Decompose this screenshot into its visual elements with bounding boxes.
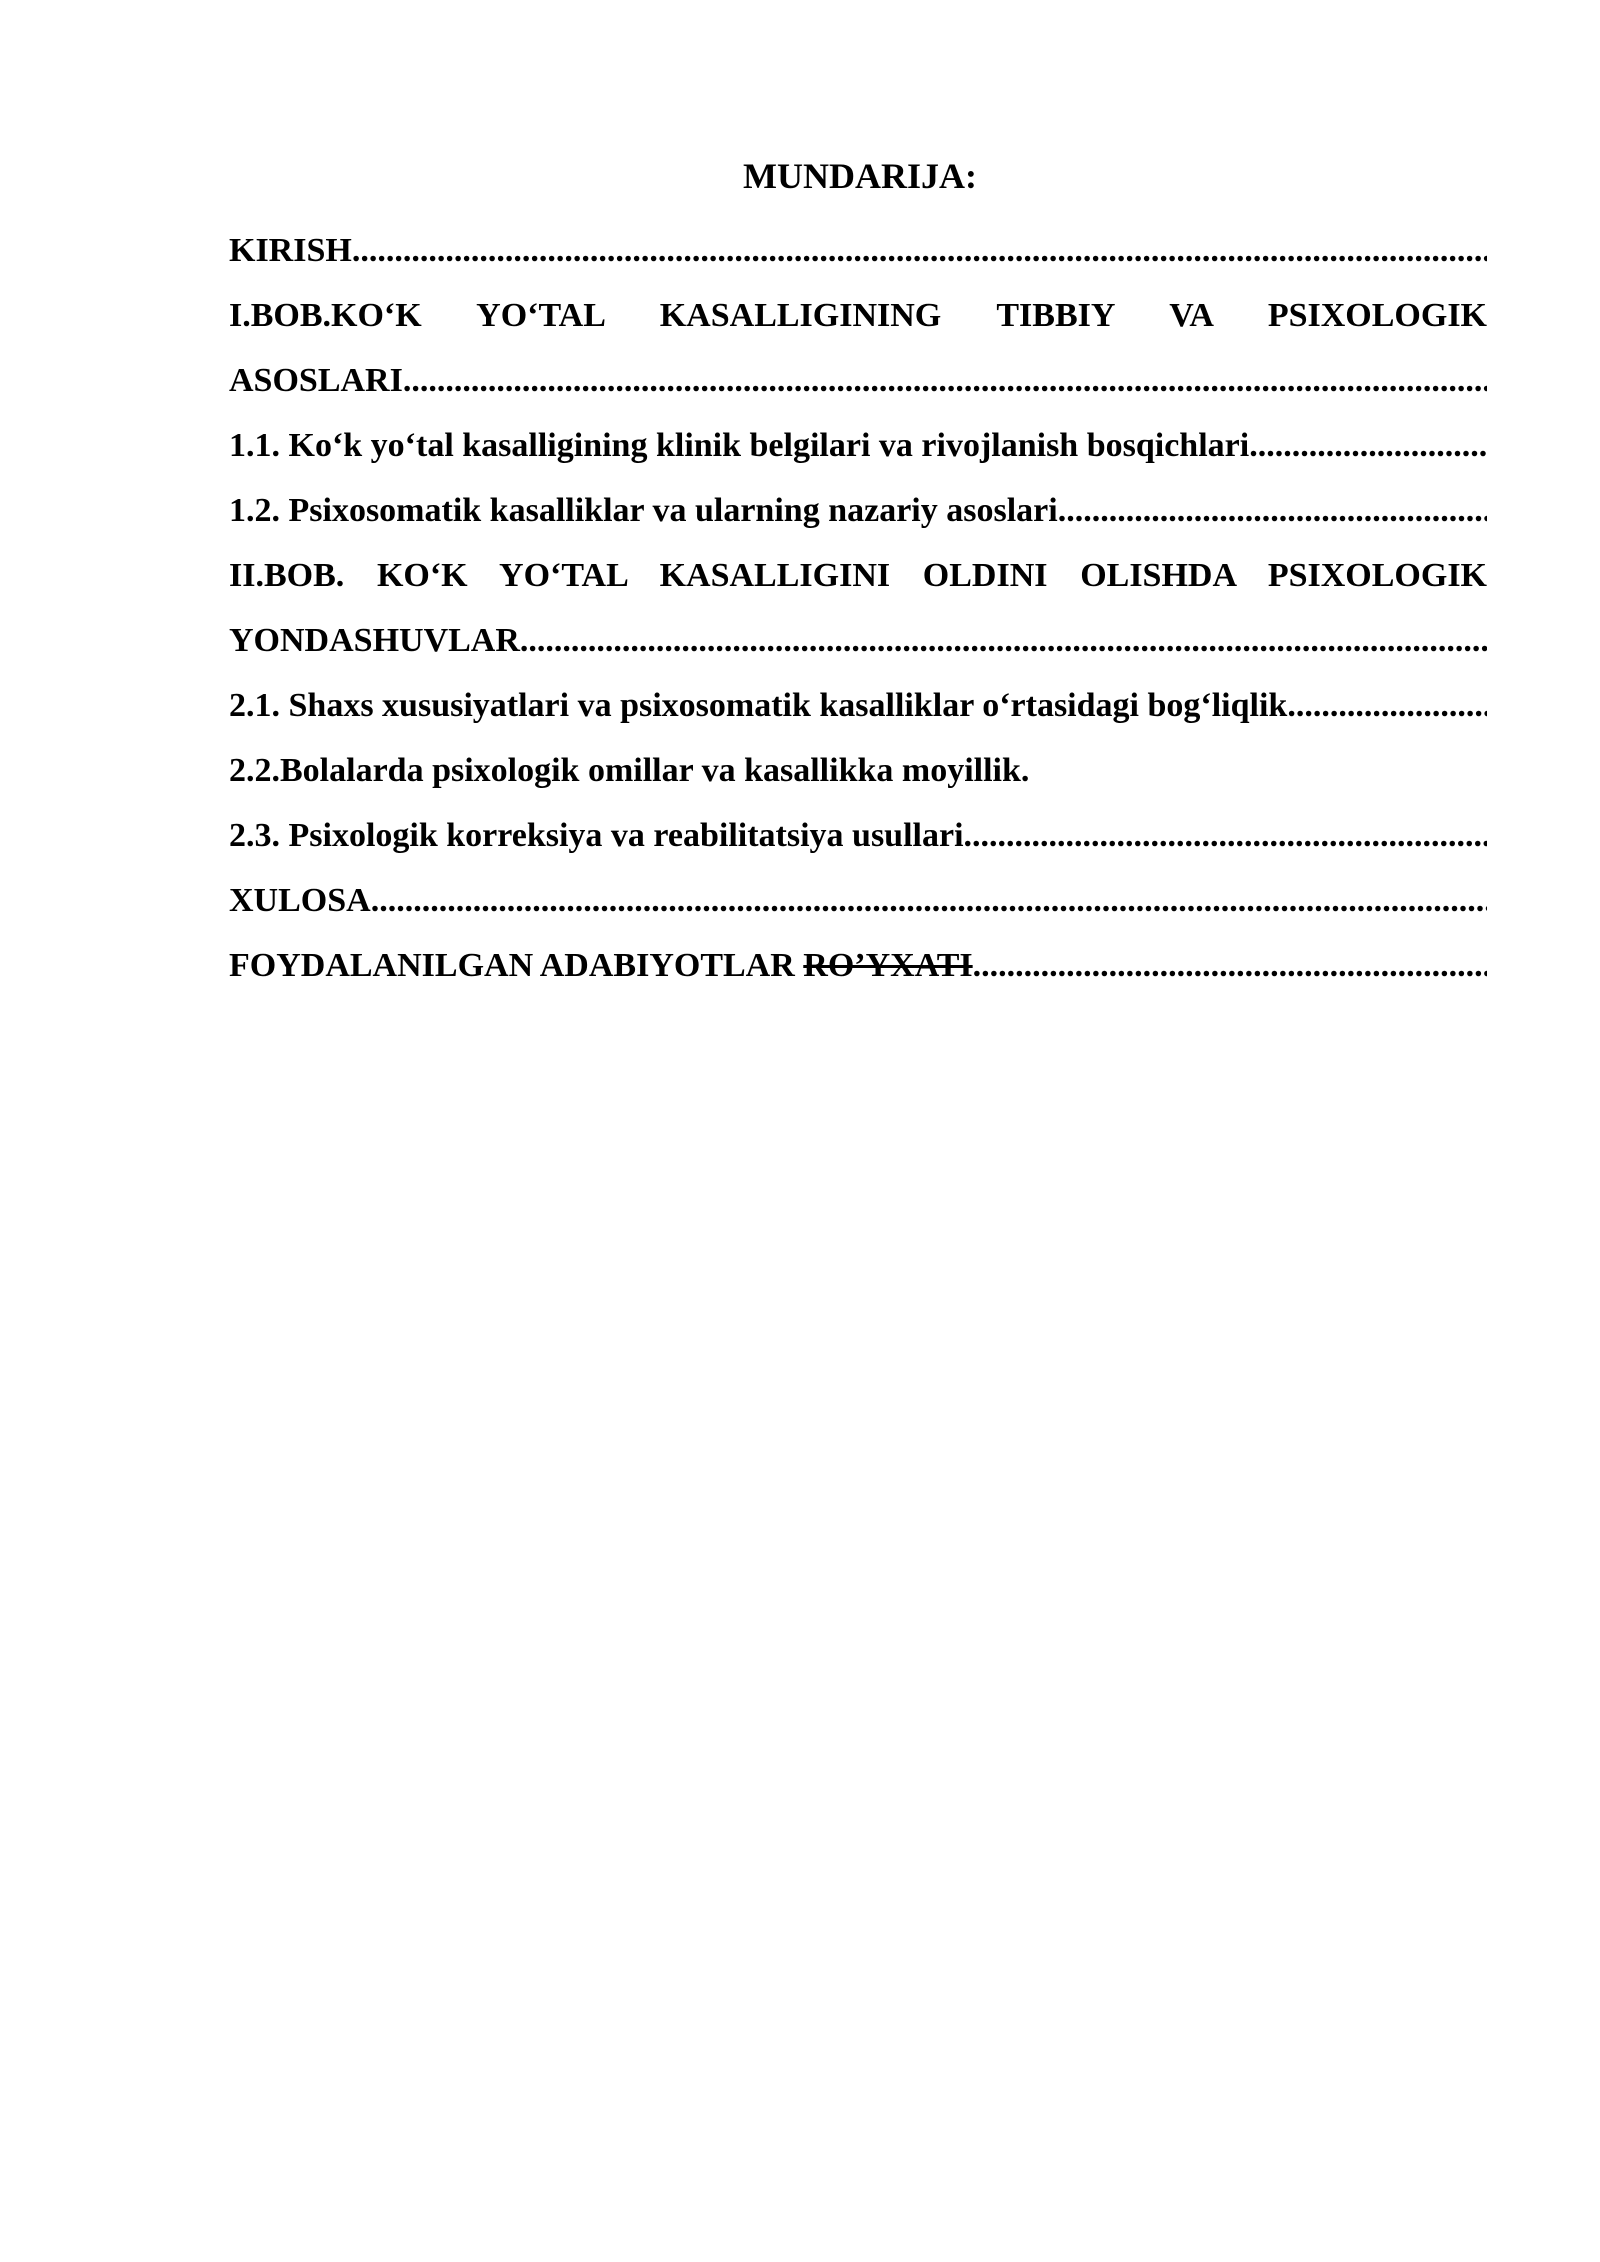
toc-entry-label: 2.2.Bolalarda psixologik omillar va kasallikka moyillik. xyxy=(229,752,1030,789)
dot-leader xyxy=(403,348,1487,413)
toc-entry-references xyxy=(229,933,1487,998)
toc-entry-label: 2.3. Psixologik korreksiya va reabilitatsiya usullari xyxy=(229,817,964,854)
toc-entry-chapter-2-line-1 xyxy=(229,543,1487,608)
toc-entry-chapter-1-line-2 xyxy=(229,348,1487,413)
toc-entry-space xyxy=(795,933,804,998)
dot-leader xyxy=(352,218,1487,283)
toc-entry-label: 2.1. Shaxs xususiyatlari va psixosomatik kasalliklar o‘rtasidagi bog‘liqlik xyxy=(229,687,1288,724)
dot-leader xyxy=(1249,413,1487,478)
toc-entry-label: KIRISH xyxy=(229,232,352,269)
toc-entry-chapter-1-line-1 xyxy=(229,283,1487,348)
dot-leader xyxy=(964,803,1487,868)
toc-entry-label: FOYDALANILGAN ADABIYOTLAR xyxy=(229,947,795,984)
toc-entry-2-1 xyxy=(229,673,1487,738)
toc-entry-2-3 xyxy=(229,803,1487,868)
toc-entry-1-2 xyxy=(229,478,1487,543)
toc-entry-label: ASOSLARI xyxy=(229,362,403,399)
dot-leader xyxy=(1287,673,1487,738)
dot-leader xyxy=(371,868,1487,933)
page-title: MUNDARIJA: xyxy=(743,156,977,196)
toc-entry-chapter-2-line-2 xyxy=(229,608,1487,673)
toc-entry-label: II.BOB. KO‘K YO‘TAL KASALLIGINI OLDINI OLISHDA PSIXOLOGIK xyxy=(229,557,1487,594)
toc-entry-1-1 xyxy=(229,413,1487,478)
toc-entry-xulosa xyxy=(229,868,1487,933)
toc-entry-label: YONDASHUVLAR xyxy=(229,622,520,659)
dot-leader xyxy=(1058,478,1487,543)
toc-entry-kirish xyxy=(229,218,1487,283)
toc-entry-label: XULOSA xyxy=(229,882,371,919)
toc-entry-2-2 xyxy=(229,738,1487,803)
toc-entry-label: 1.1. Ko‘k yo‘tal kasalligining klinik belgilari va rivojlanish bosqichlari xyxy=(229,427,1250,464)
toc-entry-struck-label: RO’YXATI xyxy=(803,947,973,984)
dot-leader xyxy=(973,933,1487,998)
table-of-contents xyxy=(229,218,1487,998)
toc-entry-label: I.BOB.KO‘K YO‘TAL KASALLIGINING TIBBIY VA PSIXOLOGIK xyxy=(229,297,1487,334)
dot-leader xyxy=(520,608,1487,673)
toc-entry-label: 1.2. Psixosomatik kasalliklar va ularning nazariy asoslari xyxy=(229,492,1058,529)
